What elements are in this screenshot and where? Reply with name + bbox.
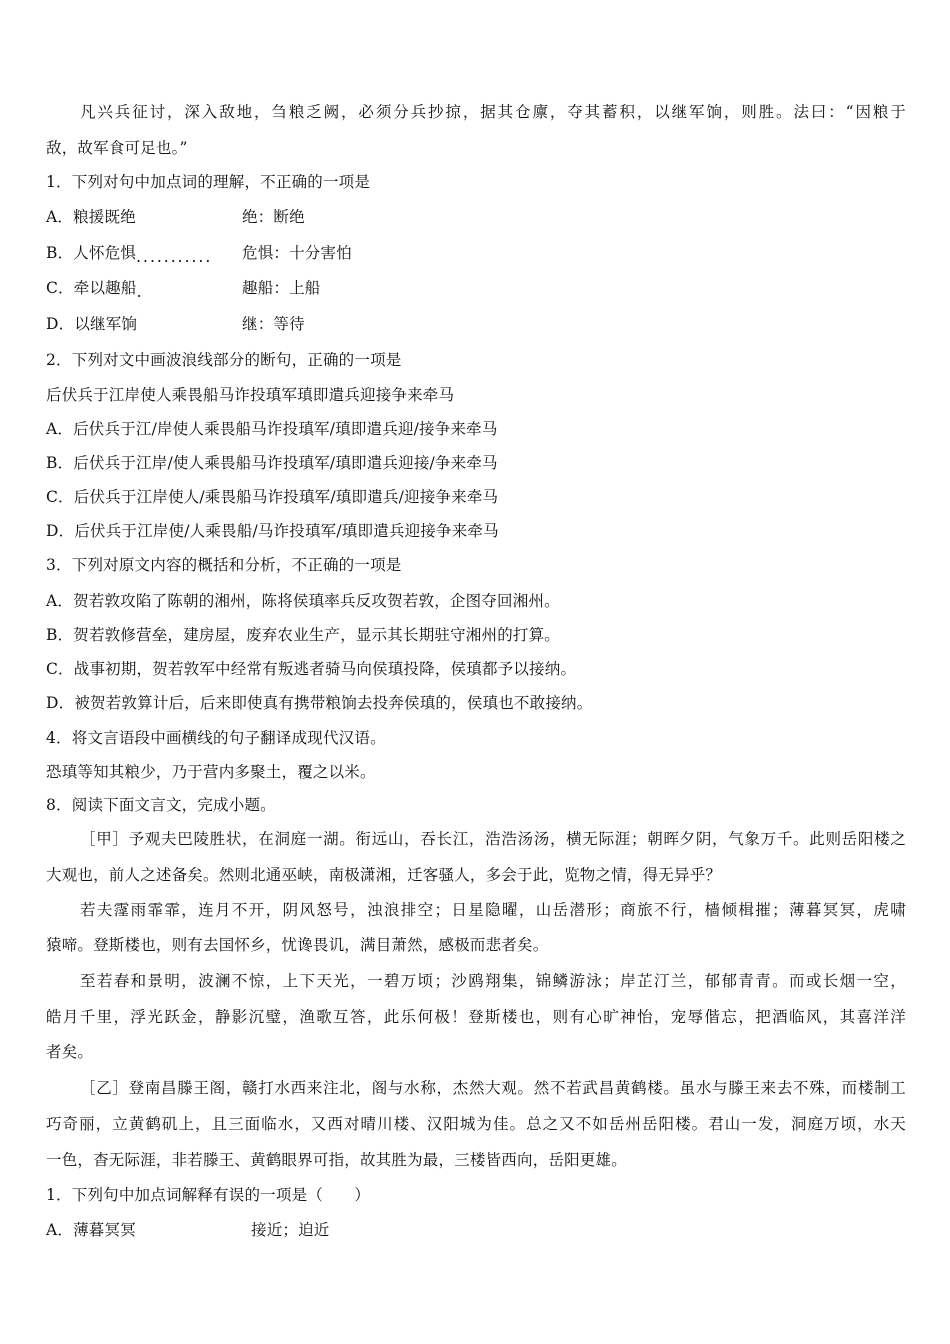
passage-line: 巧奇丽，立黄鹤矶上，且三面临水，又西对晴川楼、汉阳城为佳。总之又不如岳州岳阳楼。君山一发，洞庭万顷，水天 [46,1115,906,1133]
option-gloss: 趣船：上船 [242,279,321,297]
option-a [46,1220,330,1240]
option-a: A．后伏兵于江/岸使人乘畏船马诈投瑱军/瑱即遣兵迎/接争来牵马 [46,420,498,438]
passage-line: 猿啼。登斯楼也，则有去国怀乡，忧谗畏讥，满目萧然，感极而悲者矣。 [46,936,549,954]
passage-line: ［甲］予观夫巴陵胜状，在洞庭一湖。衔远山，吞长江，浩浩汤汤，横无际涯；朝晖夕阴，气象万千。此则岳阳楼之 [80,830,906,848]
passage-line: 大观也，前人之述备矣。然则北通巫峡，南极潇湘，迁客骚人，多会于此，览物之情，得无异乎？ [46,866,722,884]
question-stem: 1．下列对句中加点词的理解，不正确的一项是 [46,173,371,191]
option-text: A．薄暮冥冥 [46,1221,136,1239]
option-c: C．后伏兵于江岸使人/乘畏船马诈投瑱军/瑱即遣兵/迎接争来牵马 [46,488,499,506]
option-b: B．后伏兵于江岸/使人乘畏船马诈投瑱军/瑱即遣兵迎接/争来牵马 [46,454,498,472]
option-text: D．以继军饷 [46,315,138,333]
passage-line: 一色，杳无际涯，非若滕王、黄鹤眼界可指，故其胜为最，三楼皆西向，岳阳更雄。 [46,1151,627,1169]
question-sentence: 恐瑱等知其粮少，乃于营内多聚土，覆之以米。 [46,763,376,781]
question-stem: 2．下列对文中画波浪线部分的断句，正确的一项是 [46,351,402,369]
option-a: A．贺若敦攻陷了陈朝的湘州，陈将侯瑱率兵反攻贺若敦，企图夺回湘州。 [46,592,560,610]
section-heading: 8．阅读下面文言文，完成小题。 [46,796,276,814]
passage-line: 凡兴兵征讨，深入敌地，刍粮乏阙，必须分兵抄掠，据其仓廪，夺其蓄积，以继军饷，则胜。法曰：“因粮于 [80,103,906,121]
option-text: C．牵以趣船 [46,279,137,297]
option-b [46,243,352,266]
option-c: C．战事初期，贺若敦军中经常有叛逃者骑马向侯瑱投降，侯瑱都予以接纳。 [46,660,577,678]
emphasis-dots: . [136,283,144,301]
option-text: B．人怀危惧 [46,244,137,262]
passage-line: ［乙］登南昌滕王阁，赣打水西来注北，阁与水称，杰然大观。然不若武昌黄鹤楼。虽水与滕王来去不殊，而楼制工 [80,1079,906,1097]
question-stem: 3．下列对原文内容的概括和分析，不正确的一项是 [46,556,402,574]
passage-line: 敌，故军食可足也。” [46,139,188,157]
passage-line: 皓月千里，浮光跃金，静影沉璧，渔歌互答，此乐何极！登斯楼也，则有心旷神怡，宠辱偕忘，把酒临风，其喜洋洋 [46,1008,906,1026]
question-sentence: 后伏兵于江岸使人乘畏船马诈投瑱军瑱即遣兵迎接争来牵马 [46,386,455,404]
option-gloss: 继：等待 [242,315,305,333]
option-gloss: 危惧：十分害怕 [242,244,352,262]
option-b: B．贺若敦修营垒，建房屋，废弃农业生产，显示其长期驻守湘州的打算。 [46,626,560,644]
option-gloss: 接近；迫近 [251,1221,330,1239]
passage-line: 至若春和景明，波澜不惊，上下天光，一碧万顷；沙鸥翔集，锦鳞游泳；岸芷汀兰，郁郁青青。而或长烟一空， [80,972,906,990]
passage-line: 者矣。 [46,1043,94,1061]
question-stem: 1．下列句中加点词解释有误的一项是（ ） [46,1186,371,1204]
question-stem: 4．将文言语段中画横线的句子翻译成现代汉语。 [46,729,386,747]
option-text: A．粮援既绝 [46,208,136,226]
option-gloss: 绝：断绝 [242,208,305,226]
option-d: D．后伏兵于江岸使/人乘畏船/马诈投瑱军/瑱即遣兵迎接争来牵马 [46,522,499,540]
option-d [46,314,305,334]
option-d: D．被贺若敦算计后，后来即使真有携带粮饷去投奔侯瑱的，侯瑱也不敢接纳。 [46,694,593,712]
option-a [46,207,305,227]
passage-line: 若夫霪雨霏霏，连月不开，阴风怒号，浊浪排空；日星隐曜，山岳潜形；商旅不行，樯倾楫摧；薄暮冥冥，虎啸 [80,901,906,919]
option-c [46,278,321,301]
emphasis-dots: ........... [136,248,213,266]
